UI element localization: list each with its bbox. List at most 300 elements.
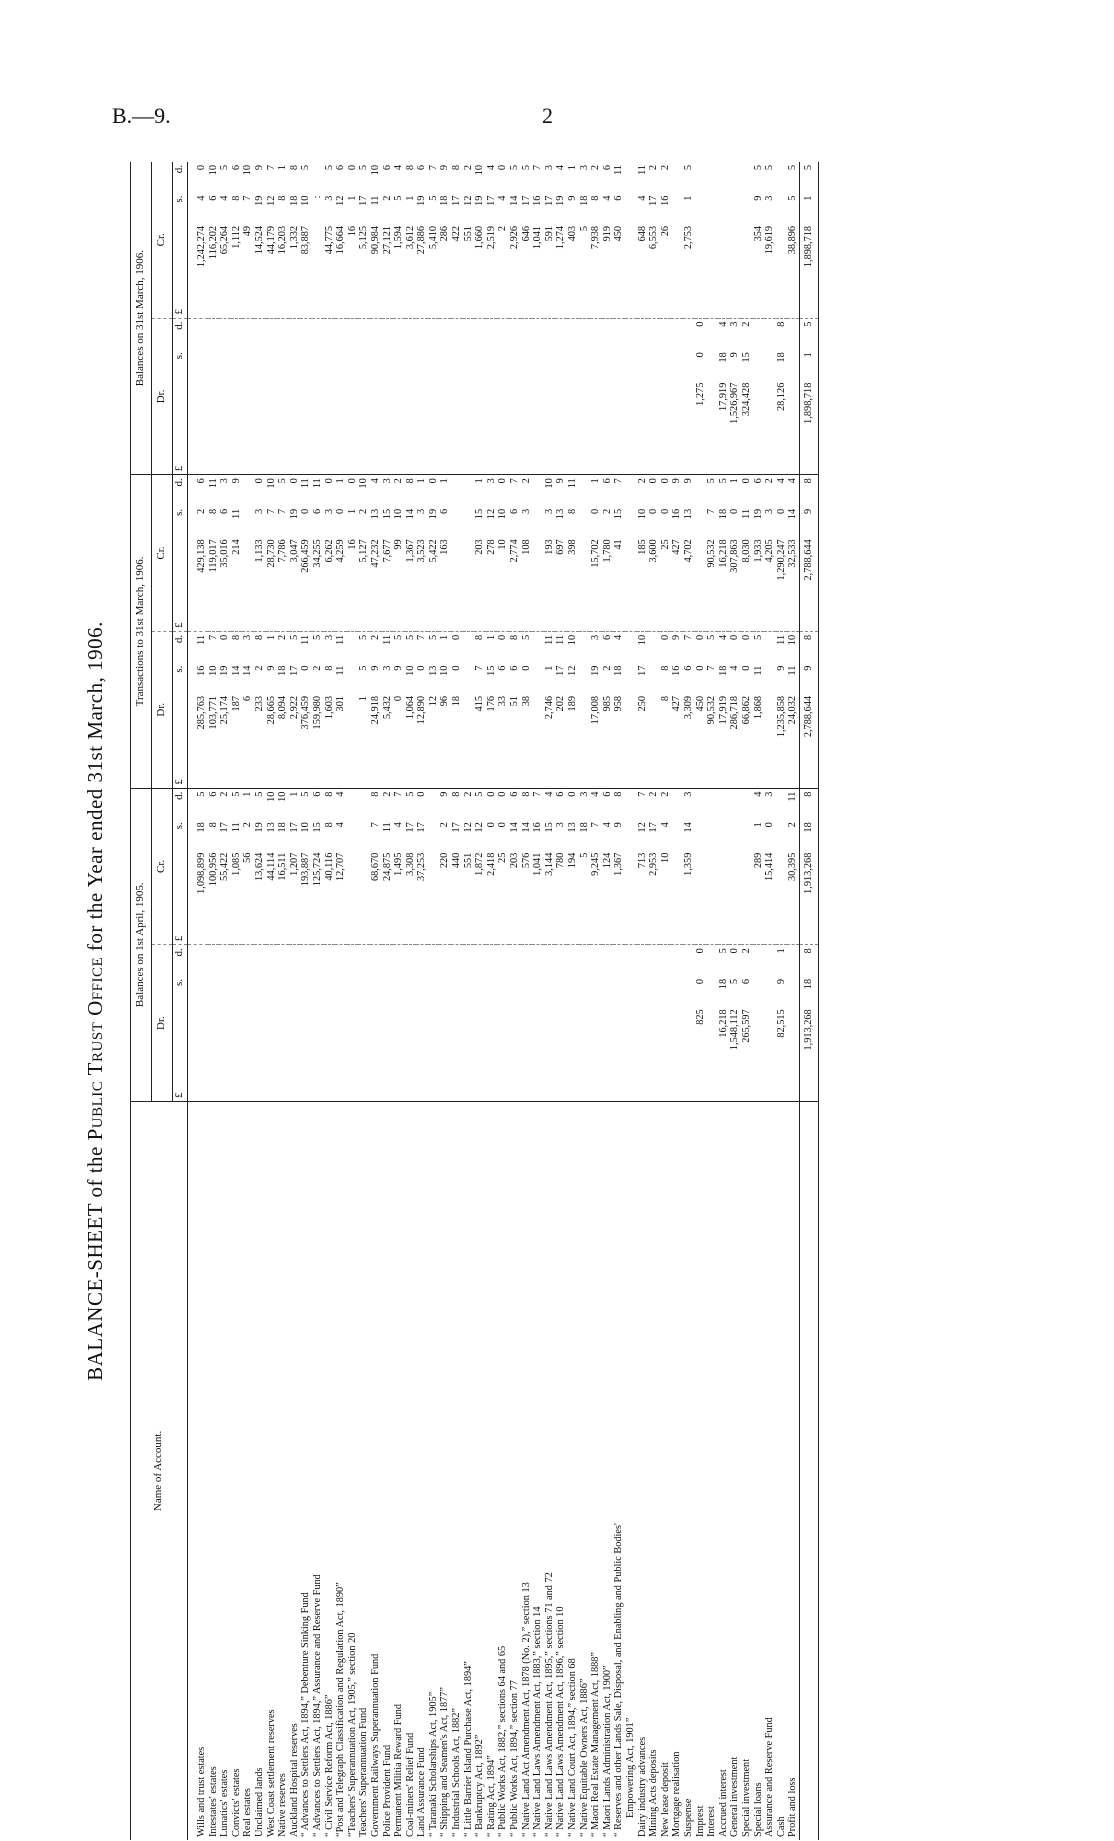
amount-shillings: 3 [764,195,776,201]
amount-shillings: 8 [207,822,219,828]
amount-pounds [312,380,324,475]
amount-pounds [439,1006,451,1101]
table-row [683,162,695,1840]
amount-shillings: 18 [775,352,787,363]
amount-pounds: 6,262 [324,536,336,631]
amount-pounds: 8,094 [277,693,289,788]
amount-pounds: 1,098,899 [188,850,208,945]
amount-pounds [208,1006,220,1101]
amount-shillings: 6 [613,195,625,201]
amount-pounds [254,1006,266,1101]
amount-pence [451,945,463,976]
amount-pounds: 6,553 [648,223,660,318]
amount-pounds: 189 [567,693,579,788]
account-name: Accrued interest [717,1769,729,1837]
amount-pence: 5 [474,791,486,797]
amount-pounds: 5,127 [358,536,370,631]
amount-shillings: 19 [416,195,428,206]
amount-pence [428,318,440,349]
amount-pence: 9 [439,165,451,171]
amount-pounds [242,380,254,475]
amount-pence [602,945,614,976]
amount-shillings [671,976,683,1006]
amount-pounds: 427 [671,536,683,631]
amount-pounds: 41 [613,536,625,631]
amount-pounds [683,380,695,475]
table-row [188,162,208,1840]
amount-pounds: 185 [637,536,649,631]
amount-shillings [567,349,579,379]
amount-pence: 2 [393,478,405,484]
amount-pounds [706,223,718,318]
table-row [567,162,579,1840]
table-row [555,162,567,1840]
amount-pence: 5 [706,478,718,484]
amount-shillings: 17 [219,822,231,833]
amount-shillings [463,506,475,536]
amount-pence: 8 [253,634,265,641]
amount-pounds: 44,179 [266,223,278,318]
amount-pounds [474,1006,486,1101]
amount-pounds [335,380,347,475]
amount-pounds: 1,868 [753,693,765,788]
amount-shillings: 6 [311,508,323,515]
amount-pence: 2 [462,791,474,797]
amount-shillings [300,976,312,1006]
amount-pounds: 35,016 [219,536,231,631]
amount-shillings: 8 [277,195,289,201]
amount-pence: 6 [509,791,521,797]
amount-pence: 5 [427,634,439,641]
amount-shillings: 5 [393,195,405,201]
amount-pence: 1 [567,165,578,171]
amount-pence: 11 [196,634,207,645]
amount-pounds: 203 [509,850,521,945]
amount-shillings [579,663,591,693]
amount-shillings: 2 [381,195,393,201]
amount-pounds: 90,984 [370,223,382,318]
amount-pounds [324,380,336,475]
table-row [416,162,428,1840]
total-amount: 18 [799,819,818,849]
amount-pence: 2 [740,948,752,954]
amount-shillings [428,819,440,849]
amount-pence [231,945,243,976]
amount-pence [393,945,405,976]
amount-shillings: 11 [740,508,752,519]
table-row [439,162,451,1840]
amount-pounds [764,380,776,475]
amount-pounds: 576 [521,850,533,945]
amount-pounds: 103,771 [208,693,220,788]
amount-pence: 8 [369,791,381,797]
amount-pounds: 26 [660,223,672,318]
amount-pounds [625,850,637,945]
amount-pounds [358,850,370,945]
amount-shillings: 4 [196,195,207,201]
amount-shillings: 10 [636,508,648,520]
amount-shillings [370,349,382,379]
amount-pounds [532,536,544,631]
amount-pence [695,788,707,819]
amount-pounds: 15,414 [764,850,776,945]
unit-header: £ [173,536,188,631]
total-amount: 5 [799,162,818,193]
amount-pence: 4 [787,478,799,484]
amount-shillings [428,349,440,379]
amount-pounds: 2,753 [683,223,695,318]
amount-pounds: 3,047 [289,536,301,631]
amount-shillings: 18 [613,665,625,676]
amount-pence: 1 [265,634,277,641]
amount-shillings: 17 [648,822,660,833]
amount-pounds: 3,612 [405,223,417,318]
amount-shillings: 19 [288,508,300,520]
amount-shillings: 18 [288,195,300,206]
amount-pounds [497,1006,509,1101]
amount-pence: 10 [787,634,799,646]
amount-pence [451,475,463,506]
amount-pounds: 12 [428,693,440,788]
total-amount: 8 [799,631,818,662]
amount-pounds: 250 [637,693,649,788]
amount-pence [741,162,753,193]
amount-shillings [625,663,637,693]
amount-shillings: 17 [358,195,370,206]
amount-pence: 7 [393,791,405,797]
amount-pounds: 10 [660,850,672,945]
amount-shillings [439,349,451,379]
amount-shillings: 9 [265,665,277,671]
amount-pence: 5 [300,791,312,797]
amount-shillings [231,349,243,379]
amount-shillings [463,349,475,379]
amount-pence: 11 [787,791,799,802]
amount-pounds [555,1006,567,1101]
amount-pence [532,631,544,662]
amount-pounds: 47,232 [370,536,382,631]
page-number: 2 [542,103,553,128]
amount-pence: 7 [207,634,219,641]
amount-pence: 7 [613,478,625,484]
amount-pence: 5 [404,634,416,641]
amount-pence [382,318,394,349]
amount-shillings: 0 [648,508,660,515]
amount-pence: 6 [207,791,219,797]
amount-shillings: 7 [265,508,277,515]
account-name: West Coast settlement reserves [265,1709,277,1837]
amount-shillings [509,976,521,1006]
amount-pence: 4 [717,634,729,641]
amount-pounds [370,380,382,475]
amount-pounds [579,380,591,475]
account-name: Imprest [694,1805,706,1837]
amount-pounds: 1,495 [393,850,405,945]
amount-shillings [254,349,266,379]
amount-pence: 11 [775,634,787,645]
total-amount: 8 [799,475,818,506]
amount-pence: 1 [439,478,451,484]
amount-shillings: 2 [358,508,370,515]
account-name: Auckland Hospital reserves [288,1723,300,1837]
amount-pence: 5 [393,634,405,641]
table-row [312,162,324,1840]
amount-pounds [312,223,324,318]
amount-pence: 5 [311,634,323,641]
amount-pence [567,945,579,976]
amount-pence [706,945,718,976]
amount-pounds [242,536,254,631]
amount-pence: 10 [474,165,486,176]
amount-pence [428,945,440,976]
amount-pence [370,945,382,976]
amount-pence [648,318,660,349]
amount-pounds [277,1006,289,1101]
amount-pence: 5 [230,791,242,797]
amount-pence [718,788,730,819]
amount-shillings: 4 [393,822,405,828]
amount-shillings: 17 [451,195,463,206]
account-name: “ Maori Lands Administration Act, 1900” [601,1665,613,1837]
amount-pounds: 125,724 [312,850,324,945]
amount-pounds [439,380,451,475]
amount-pence: 11 [300,478,312,489]
amount-pounds: 1,064 [405,693,417,788]
amount-pence [521,318,533,349]
amount-pounds: 266,459 [300,536,312,631]
amount-shillings: 11 [381,822,393,833]
table-row [370,162,382,1840]
amount-pence [567,318,579,349]
amount-pounds: 176 [486,693,498,788]
amount-pounds [695,850,707,945]
account-name: “ Industrial Schools Act, 1882” [451,1708,463,1837]
amount-shillings: 11 [230,508,242,519]
amount-shillings: 0 [300,508,312,515]
amount-pounds: 4,205 [764,536,776,631]
amount-pence: 7 [416,634,428,641]
amount-shillings [324,976,336,1006]
amount-shillings: 8 [207,508,219,515]
amount-shillings: 4 [636,195,648,201]
amount-shillings [729,193,741,223]
amount-pounds [358,380,370,475]
amount-pence: 9 [671,478,683,484]
amount-pounds [648,693,660,788]
amount-shillings [753,976,765,1006]
amount-pounds: 220 [439,850,451,945]
amount-shillings [625,349,637,379]
amount-shillings [521,976,533,1006]
amount-shillings [347,349,359,379]
amount-shillings: 5 [729,978,741,985]
amount-pounds: 187 [231,693,243,788]
amount-pounds [567,1006,579,1101]
amount-pence: 2 [381,791,393,797]
amount-pence [706,318,718,349]
amount-pounds: 1,548,112 [729,1006,741,1101]
amount-pounds [405,1006,417,1101]
amount-pence: 10 [358,478,370,489]
amount-pounds: 919 [602,223,614,318]
amount-pounds [312,1006,324,1101]
amount-pounds: 0 [393,693,405,788]
amount-shillings: 8 [323,665,335,671]
amount-pounds [428,380,440,475]
title-prefix: BALANCE-SHEET of the [83,1146,107,1381]
amount-pence [335,318,347,349]
amount-pence [335,945,347,976]
amount-pounds: 4,702 [683,536,695,631]
amount-pounds: 1,332 [289,223,301,318]
amount-pence [625,945,637,976]
amount-pounds [208,380,220,475]
account-name: Special loans [752,1782,764,1837]
account-name: “ Maori Real Estate Management Act, 1888” [590,1652,602,1837]
amount-shillings: 17 [636,665,648,676]
amount-shillings: 19 [427,508,439,520]
amount-shillings: 9 [369,665,381,671]
amount-pence: 10 [265,791,277,802]
amount-pounds: 51 [509,693,521,788]
amount-pence: 6 [601,634,613,641]
account-rows [188,162,800,1840]
amount-pence [208,318,220,349]
amount-pence: 3 [485,478,497,484]
amount-shillings: 4 [659,822,671,828]
amount-shillings: 3 [543,508,555,515]
amount-pounds: 1,274 [555,223,567,318]
amount-pounds [718,223,730,318]
amount-pounds [718,850,730,945]
account-name: “ Reserves and other Lands Sale, Disposal, and Enabling and Public Bodies' [613,1523,625,1837]
amount-pence: 4 [555,165,567,171]
amount-pounds [521,1006,533,1101]
table-row [428,162,440,1840]
amount-pounds: 17,919 [718,380,730,475]
amount-pounds: 16,218 [718,536,730,631]
amount-shillings [405,349,417,379]
amount-pounds [660,380,672,475]
amount-shillings: 3 [555,822,567,828]
amount-pence [312,945,324,976]
amount-pence: 3 [578,791,590,797]
table-row [625,162,637,1840]
amount-shillings [208,976,220,1006]
amount-pence [718,162,730,193]
amount-pence: 6 [601,165,613,171]
amount-shillings: 17 [543,195,555,206]
amount-pounds [474,380,486,475]
amount-shillings: 0 [416,665,428,671]
amount-pence: 0 [427,478,439,484]
amount-pounds [729,223,741,318]
table-row [764,162,776,1840]
amount-pence: 0 [497,478,509,484]
amount-pounds: 12,890 [416,693,428,788]
table-row [405,162,417,1840]
unit-header: d. [173,788,188,819]
amount-pounds: 83,887 [300,223,312,318]
amount-pounds: 9,245 [590,850,602,945]
amount-shillings [695,819,707,849]
amount-pounds: 1,526,967 [729,380,741,475]
amount-pence: 10 [207,165,219,176]
account-name: “ Public Works Act, 1894,” section 77 [509,1680,521,1837]
amount-shillings: 6 [439,508,451,515]
amount-pounds [416,380,428,475]
amount-pounds [242,1006,254,1101]
amount-pounds [463,536,475,631]
amount-pence: 1 [729,478,741,484]
amount-pounds [486,1006,498,1101]
amount-shillings: 3 [416,508,428,515]
table-row [613,162,625,1840]
account-name: “ Taranaki Scholarships Act, 1905” [427,1691,439,1837]
amount-pence: 10 [543,478,555,489]
amount-shillings [764,976,776,1006]
amount-shillings: 2 [601,508,613,515]
amount-shillings [416,976,428,1006]
amount-shillings [347,663,359,693]
amount-pounds [660,1006,672,1101]
amount-pence [405,318,417,349]
amount-pounds: 646 [521,223,533,318]
amount-pounds [695,536,707,631]
amount-pence [579,475,591,506]
amount-pounds [393,380,405,475]
amount-pounds [382,1006,394,1101]
amount-pence [312,318,324,349]
amount-pence: 4 [485,165,497,171]
amount-shillings [463,976,475,1006]
amount-pounds: 49 [242,223,254,318]
amount-pounds: 8,030 [741,536,753,631]
amount-pence: 0 [288,478,300,484]
unit-header: d. [173,945,188,976]
amount-shillings [579,976,591,1006]
amount-pence [741,788,753,819]
dr-header: Dr. [152,945,173,1102]
amount-pounds: 10 [497,536,509,631]
amount-shillings [625,819,637,849]
amount-shillings: 1 [543,665,555,671]
amount-pence [439,318,451,349]
amount-pence: 0 [740,478,752,484]
amount-pence [188,945,208,976]
amount-shillings [266,976,278,1006]
amount-pounds [602,380,614,475]
amount-pounds [706,1006,718,1101]
amount-pence: 5 [706,634,718,641]
amount-shillings [312,349,324,379]
amount-pence: 8 [288,165,300,171]
amount-shillings [567,976,579,1006]
amount-pounds [776,850,788,945]
header-group-row [131,162,152,1840]
amount-pence: 11 [207,478,219,489]
amount-pounds: 68,670 [370,850,382,945]
amount-pence: 0 [323,478,335,484]
amount-shillings: 3 [253,508,265,515]
amount-shillings [532,349,544,379]
amount-shillings: 12 [636,822,648,833]
amount-pounds [463,693,475,788]
amount-pence: 1 [277,165,289,171]
amount-shillings: 0 [590,508,602,515]
amount-shillings: 11 [230,822,242,833]
amount-shillings [741,193,753,223]
